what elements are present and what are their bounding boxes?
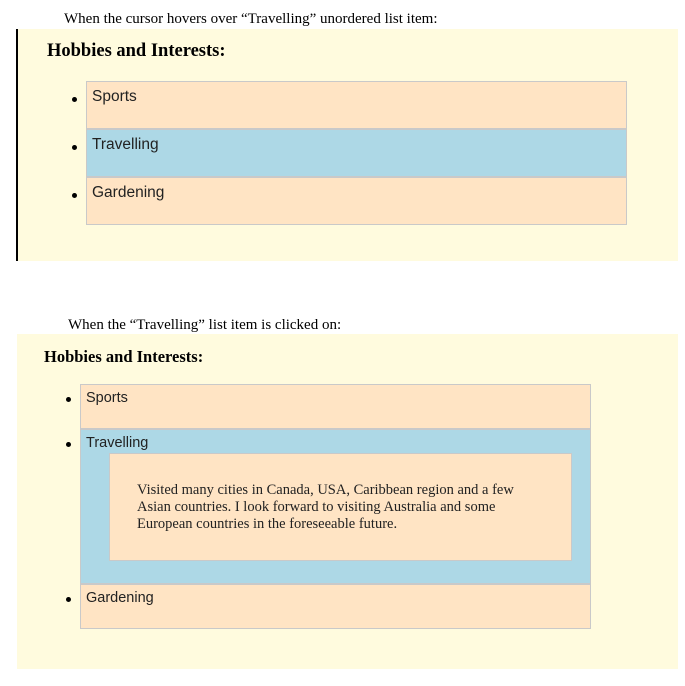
hover-list-item-sports[interactable] bbox=[86, 81, 627, 129]
hover-list-item-travelling[interactable] bbox=[86, 129, 627, 177]
bullet-icon bbox=[66, 597, 71, 602]
list-item-label: Sports bbox=[86, 390, 128, 406]
bullet-icon bbox=[72, 193, 77, 198]
text-cursor-line bbox=[16, 29, 18, 261]
list-item-label: Gardening bbox=[92, 184, 165, 201]
list-item-label: Travelling bbox=[92, 136, 159, 153]
list-item-label: Sports bbox=[92, 88, 137, 105]
hover-list-item-gardening[interactable] bbox=[86, 177, 627, 225]
click-list-item-sports[interactable] bbox=[80, 384, 591, 429]
click-panel bbox=[17, 334, 678, 669]
list-item-label: Travelling bbox=[86, 435, 149, 451]
bullet-icon bbox=[72, 145, 77, 150]
travelling-detail-panel bbox=[109, 453, 572, 561]
travelling-detail-text: Visited many cities in Canada, USA, Caribbean region and a few Asian countries. I look forward to visiting Australia and some European countries in the foreseeable future. bbox=[137, 482, 514, 532]
click-list-item-travelling[interactable] bbox=[80, 429, 591, 584]
bullet-icon bbox=[66, 442, 71, 447]
click-panel-title: Hobbies and Interests: bbox=[44, 347, 204, 366]
bullet-icon bbox=[66, 397, 71, 402]
list-item-label: Gardening bbox=[86, 590, 154, 606]
click-caption: When the “Travelling” list item is clicked on: bbox=[68, 317, 342, 333]
click-list-item-gardening[interactable] bbox=[80, 584, 591, 629]
hover-panel bbox=[18, 29, 678, 261]
bullet-icon bbox=[72, 97, 77, 102]
hover-caption: When the cursor hovers over “Travelling” unordered list item: bbox=[64, 11, 438, 27]
hover-panel-title: Hobbies and Interests: bbox=[47, 41, 226, 61]
